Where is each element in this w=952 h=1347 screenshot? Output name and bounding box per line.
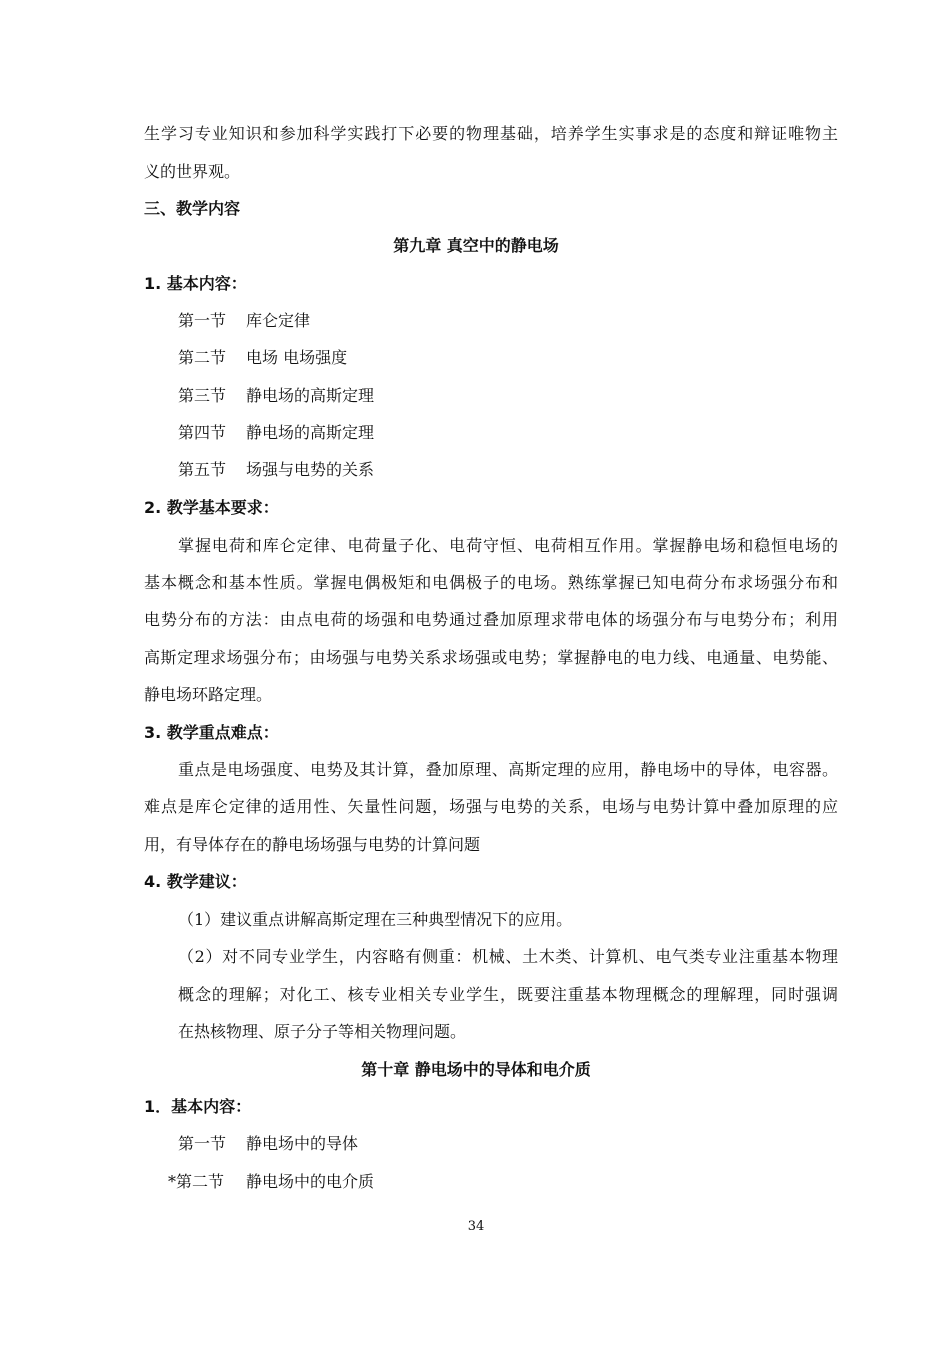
ch9-advice-line-3: 概念的理解；对化工、核专业相关专业学生，既要注重基本物理概念的理解理，同时强调 — [178, 985, 838, 1004]
ch9-basic-content-heading: 1. 基本内容： — [144, 274, 247, 293]
section-number: 第四节 — [178, 423, 227, 442]
ch9-advice-heading: 4. 教学建议： — [144, 872, 247, 891]
chapter-9-title: 第九章 真空中的静电场 — [393, 236, 559, 255]
ch9-key-points-line-1: 重点是电场强度、电势及其计算，叠加原理、高斯定理的应用，静电场中的导体，电容器。 — [178, 760, 838, 779]
ch9-section-3 — [178, 386, 374, 406]
ch9-requirements-heading: 2. 教学基本要求： — [144, 498, 279, 517]
chapter-10-title: 第十章 静电场中的导体和电介质 — [361, 1060, 591, 1079]
ch9-key-points-line-2: 难点是库仑定律的适用性、矢量性问题，场强与电势的关系，电场与电势计算中叠加原理的应 — [144, 797, 838, 816]
ch9-requirements-line-5: 静电场环路定理。 — [144, 685, 273, 704]
ch9-requirements-line-3: 电势分布的方法：由点电荷的场强和电势通过叠加原理求带电体的场强分布与电势分布；利用 — [144, 610, 838, 629]
ch9-key-points-line-3: 用，有导体存在的静电场场强与电势的计算问题 — [144, 835, 481, 854]
section-name: 电场 电场强度 — [246, 348, 348, 367]
page-number: 34 — [467, 1219, 485, 1234]
section-name: 静电场中的电介质 — [246, 1172, 375, 1191]
ch10-section-1 — [178, 1134, 358, 1154]
ch9-advice-line-1: （1）建议重点讲解高斯定理在三种典型情况下的应用。 — [178, 910, 573, 929]
section-number: 第三节 — [178, 386, 227, 405]
section-number: 第一节 — [178, 1134, 227, 1153]
section-heading-teaching-content: 三、教学内容 — [144, 199, 241, 218]
section-name: 库仑定律 — [246, 311, 311, 330]
section-name: 静电场中的导体 — [246, 1134, 359, 1153]
ch9-requirements-line-2: 基本概念和基本性质。掌握电偶极矩和电偶极子的电场。熟练掌握已知电荷分布求场强分布和 — [144, 573, 838, 592]
ch9-key-points-heading: 3. 教学重点难点： — [144, 723, 279, 742]
ch9-section-5 — [178, 460, 374, 480]
ch9-section-2 — [178, 348, 347, 368]
intro-line-1: 生学习专业知识和参加科学实践打下必要的物理基础，培养学生实事求是的态度和辩证唯物主 — [144, 124, 838, 143]
ch9-advice-line-2: （2）对不同专业学生，内容略有侧重：机械、土木类、计算机、电气类专业注重基本物理 — [178, 947, 838, 966]
section-number: 第二节 — [178, 348, 227, 367]
ch9-advice-line-4: 在热核物理、原子分子等相关物理问题。 — [178, 1022, 467, 1041]
ch10-section-2 — [168, 1172, 374, 1192]
ch9-section-4 — [178, 423, 374, 443]
section-number: *第二节 — [168, 1172, 225, 1191]
ch10-basic-content-heading: 1．基本内容： — [144, 1097, 252, 1116]
intro-line-2: 义的世界观。 — [144, 162, 241, 181]
ch9-requirements-line-1: 掌握电荷和库仑定律、电荷量子化、电荷守恒、电荷相互作用。掌握静电场和稳恒电场的 — [178, 536, 838, 555]
section-number: 第五节 — [178, 460, 227, 479]
section-name: 静电场的高斯定理 — [246, 423, 375, 442]
section-name: 场强与电势的关系 — [246, 460, 375, 479]
ch9-section-1 — [178, 311, 310, 331]
section-name: 静电场的高斯定理 — [246, 386, 375, 405]
section-number: 第一节 — [178, 311, 227, 330]
ch9-requirements-line-4: 高斯定理求场强分布；由场强与电势关系求场强或电势；掌握静电的电力线、电通量、电势能、 — [144, 648, 838, 667]
